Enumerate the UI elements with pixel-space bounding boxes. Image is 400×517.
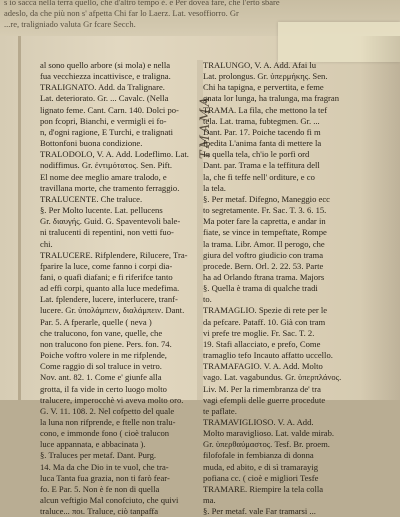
strip-line-2: adeslo, da che più non s' afpetta Chi far lo Laerz. Lat. vesoffiorro. Gr <box>4 8 239 18</box>
text-line: grotta, il fa vide in certo luogo molto <box>40 383 167 394</box>
text-line: fua vecchiezza incattivisce, e traligna. <box>40 71 171 82</box>
text-line: la tela. <box>203 182 226 193</box>
text-line: Lat. fplendere, lucere, interlucere, tranf- <box>40 294 178 305</box>
text-line: non tralucono fon piene. Pers. fon. 74. <box>40 338 172 349</box>
text-line: Lat. prolongus. Gr. ὑπερμήκης. Sen. <box>203 71 328 82</box>
text-line: al sono quello arbore (si mola) e nella <box>40 60 171 70</box>
text-line: TRAMAGLIO. Spezie di rete per le <box>203 305 328 316</box>
text-line: to segretamente. Fr. Sac. T. 3. 6. 15. <box>203 205 327 216</box>
text-line: te paflate. <box>203 405 237 416</box>
vertical-stamp: TMAMA <box>198 95 213 160</box>
text-line: G. V. 11. 108. 2. Nel cofpetto del quale <box>40 405 175 416</box>
text-line: ni tralucenti di repentini, non vetti fuo- <box>40 227 174 238</box>
text-line: TRALIGNATO. Add. da Tralignare. <box>40 82 165 93</box>
text-line: da pefcare. Pataff. 10. Già con tram <box>203 316 326 327</box>
text-line: Come raggio di sol traluce in vetro. <box>40 361 162 372</box>
text-line: to. <box>203 294 212 305</box>
text-line: Gr. διαυγής. Guid. G. Spaventevoli bale- <box>40 216 181 227</box>
text-line: §. Quella è trama di qualche tradi <box>203 283 318 294</box>
strip-line-1: s io sacca nella terra quello, che d'altro tempo è. e Per dovea fare, che l'erto sbare <box>4 0 280 7</box>
text-line: tela. Lat. trama, fubtegmen. Gr. ... <box>203 115 320 126</box>
text-line: Chi ha tapigna, e pervertita, e feme <box>203 82 324 93</box>
text-line: giura del voftro giudicio con trama <box>203 249 324 260</box>
text-line: El nome dee meglio amare tralodo, e <box>40 171 167 182</box>
text-line: Bottonfoni buona condizione. <box>40 138 143 149</box>
text-line: TRALUCERE. Rifplendere, Rilucere, Tra- <box>40 249 188 260</box>
text-line: vago. Lat. vagabundus. Gr. ὑπερπλάνος. <box>203 372 342 383</box>
text-line: n, d'ogni ragione, E Turchi, e tralignati <box>40 126 174 137</box>
text-line: la, che fi teffe nell' orditure, e co <box>203 171 315 182</box>
text-line: pon fcopri, Bianchi, e vermigli ei fo- <box>40 115 167 126</box>
text-line: TRAMARE. Riempire la tela colla <box>203 483 324 494</box>
text-line: vi prefe tre moglie. Fr. Sac. T. 2. <box>203 327 315 338</box>
text-line: lucere. Gr. ὑπολάμπειν, διαλάμπειν. Dant. <box>40 305 185 316</box>
text-line: pofiana cc. ( cioè e migliori Tesfe <box>203 472 319 483</box>
text-line: chi. <box>40 238 53 249</box>
text-line: ha ad Orlando ftrana trama. Majors <box>203 271 325 282</box>
text-line: tramaglio tefo Incauto affatto uccello. <box>203 350 333 361</box>
text-line: procede. Bern. Orl. 2. 22. 53. Parte <box>203 260 324 271</box>
text-line: alcun veftigio Mal conofciuto, che quivi <box>40 495 179 506</box>
text-line: TRALUCENTE. Che traluce. <box>40 193 143 204</box>
text-line: Dant. Par. 17. Poiche tacendo fi m <box>203 126 321 137</box>
text-line: traluce... ποι. Traluce, ciò tanpaffa <box>40 506 159 517</box>
text-line: Liv. M. Per la rimembranza de' tra <box>203 383 321 394</box>
text-line: ma. <box>203 495 216 506</box>
text-line: TRAMAFAGIO. V. A. Add. Molto <box>203 361 323 372</box>
text-line: lignato feme. Cant. Carn. 140. Dolci po- <box>40 104 179 115</box>
text-line: travillana morte, che tramento ferraggio. <box>40 182 180 193</box>
text-line: luce appannata, e abbacinata ). <box>40 439 146 450</box>
text-line: Ma poter fare la capretta, e andar in <box>203 216 326 227</box>
strip-line-3: ...re, traligniado valuta Gr fcare Secch. <box>4 19 136 29</box>
right-column <box>203 60 360 517</box>
text-line: §. Per Molto lucente. Lat. pellucens <box>40 205 163 216</box>
text-line: fparire la luce, come fanno i corpi dia- <box>40 260 173 271</box>
text-line: cono, e immonde fono ( cioè tralucon <box>40 428 170 439</box>
text-line: Poiche voftro volere in me rifplende, <box>40 350 167 361</box>
text-line: TRAMAVIGLIOSO. V. A. Add. <box>203 417 314 427</box>
text-line: fani, o quafi diafani; e fi riferifce tanto <box>40 271 173 282</box>
text-line: Gr. ὑπερθαύμαστος. Tesf. Br. proem. <box>203 439 330 450</box>
text-line: tralucere, imperocchè vi aveva molto oro. <box>40 394 184 405</box>
text-line: fo. E Par. 5. Non è fe non di quella <box>40 483 160 494</box>
text-line: che tralucono, fon vane, quelle, che <box>40 327 163 338</box>
text-line: Molto maraviglioso. Lat. valde mirab. <box>203 428 335 439</box>
text-line: Dant. par. Trama e la teffitura dell <box>203 160 320 171</box>
text-line: nodiffimus. Gr. ἐντιμότατος. Sen. Pift. <box>40 160 173 171</box>
text-line: Nov. ant. 82. 1. Come e' giunfe alla <box>40 372 162 383</box>
text-line: gnata lor lunga, ha tralunga, ma fragran <box>203 93 340 104</box>
text-line: la luna non rifprende, e ftelle non tralu- <box>40 417 176 427</box>
text-line: vagi efempli delle guerre procedute <box>203 394 326 405</box>
text-line: fiate, se vince in tempeftate, Rompe <box>203 227 327 238</box>
text-line: 19. Stafi allacciato, e prefo, Come <box>203 338 321 349</box>
text-line: ad effi corpi, quanto alla luce medefima. <box>40 283 180 294</box>
text-line: Lat. deteriorato. Gr. ... Cavalc. (Nella <box>40 93 169 104</box>
text-line: TRALODOLO, V. A. Add. Lodeflimo. Lat. <box>40 149 189 160</box>
text-line: filofofale in fembianza di donna <box>203 450 314 461</box>
page-fold <box>18 36 21 400</box>
text-line: la trama. Libr. Amor. Il perogo, che <box>203 238 325 249</box>
text-line: fpedita L'anima fanta di mettere la <box>203 138 322 149</box>
text-line: §. Per metaf. vale Far tramarsi ... <box>203 506 316 517</box>
text-line: In quella tela, ch'io le porfi ord <box>203 149 310 160</box>
text-line: 14. Ma da che Dio in te vuol, che tra- <box>40 461 169 472</box>
text-line: TRALUNGO, V. A. Add. Afai lu <box>203 60 317 70</box>
text-line: §. Traluces per metaf. Dant. Purg. <box>40 450 157 461</box>
text-line: luca Tanta fua grazia, non ti farò fear- <box>40 472 170 483</box>
text-line: §. Per metaf. Difegno, Maneggio ecc <box>203 193 330 204</box>
page-edge-shadow <box>360 36 400 400</box>
text-line: muda, ed abito, e di sì tramarayig <box>203 461 319 472</box>
text-line: TRAMA. La fila, che mettono la tef <box>203 104 328 115</box>
left-column <box>40 60 196 517</box>
text-line: Par. 5. A fperarle, quelle ( neva ) <box>40 316 152 327</box>
